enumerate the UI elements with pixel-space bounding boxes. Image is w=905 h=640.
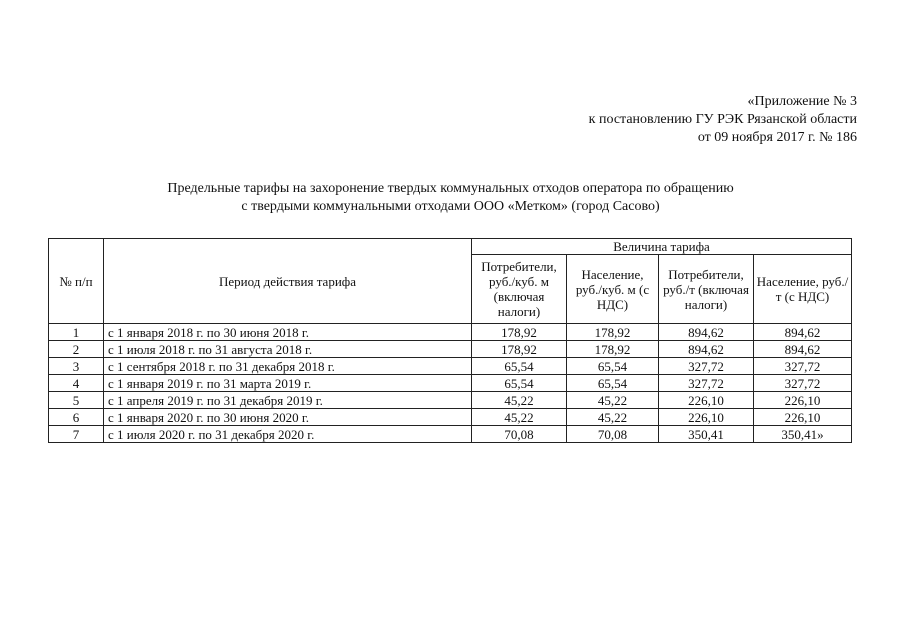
table-row: [49, 358, 852, 375]
cell-consumers-m3: 178,92: [472, 324, 567, 341]
cell-consumers-m3: 45,22: [472, 392, 567, 409]
cell-number: 7: [49, 426, 104, 443]
cell-period: с 1 сентября 2018 г. по 31 декабря 2018 г.: [104, 358, 472, 375]
cell-number: 1: [49, 324, 104, 341]
cell-consumers-m3: 65,54: [472, 358, 567, 375]
cell-number: 5: [49, 392, 104, 409]
cell-period: с 1 июля 2020 г. по 31 декабря 2020 г.: [104, 426, 472, 443]
cell-consumers-ton: 226,10: [659, 409, 754, 426]
table-row: [49, 324, 852, 341]
cell-population-m3: 65,54: [567, 375, 659, 392]
cell-population-ton: 894,62: [754, 341, 852, 358]
table-row: [49, 409, 852, 426]
table-row: [49, 426, 852, 443]
cell-period: с 1 января 2019 г. по 31 марта 2019 г.: [104, 375, 472, 392]
tariff-table-body: [49, 324, 852, 443]
cell-consumers-ton: 327,72: [659, 358, 754, 375]
appendix-line-1: «Приложение № 3: [747, 94, 857, 109]
cell-consumers-ton: 894,62: [659, 324, 754, 341]
tariff-table-header: [49, 239, 852, 324]
cell-population-m3: 45,22: [567, 392, 659, 409]
tariff-table: [48, 238, 852, 443]
cell-consumers-m3: 65,54: [472, 375, 567, 392]
title-line-1: Предельные тарифы на захоронение твердых коммунальных отходов оператора по обращению: [167, 181, 734, 196]
cell-number: 4: [49, 375, 104, 392]
cell-population-ton: 350,41»: [754, 426, 852, 443]
cell-population-ton: 327,72: [754, 375, 852, 392]
cell-population-ton: 226,10: [754, 409, 852, 426]
cell-population-ton: 327,72: [754, 358, 852, 375]
header-population-per-ton: Население, руб./т (с НДС): [754, 255, 852, 324]
header-consumers-per-ton: Потребители, руб./т (включая налоги): [659, 255, 754, 324]
cell-consumers-m3: 70,08: [472, 426, 567, 443]
cell-period: с 1 апреля 2019 г. по 31 декабря 2019 г.: [104, 392, 472, 409]
cell-number: 3: [49, 358, 104, 375]
table-row: [49, 375, 852, 392]
cell-consumers-ton: 226,10: [659, 392, 754, 409]
cell-consumers-m3: 45,22: [472, 409, 567, 426]
cell-period: с 1 января 2020 г. по 30 июня 2020 г.: [104, 409, 472, 426]
header-period: Период действия тарифа: [104, 239, 472, 324]
cell-population-m3: 45,22: [567, 409, 659, 426]
header-population-per-m3: Население, руб./куб. м (с НДС): [567, 255, 659, 324]
cell-consumers-ton: 327,72: [659, 375, 754, 392]
cell-population-m3: 70,08: [567, 426, 659, 443]
cell-population-m3: 178,92: [567, 324, 659, 341]
appendix-line-3: от 09 ноября 2017 г. № 186: [697, 130, 857, 145]
appendix-line-2: к постановлению ГУ РЭК Рязанской области: [588, 112, 857, 127]
cell-number: 2: [49, 341, 104, 358]
document-title: [48, 180, 853, 216]
cell-number: 6: [49, 409, 104, 426]
cell-consumers-ton: 350,41: [659, 426, 754, 443]
header-consumers-per-m3: Потребители, руб./куб. м (включая налоги): [472, 255, 567, 324]
cell-population-ton: 226,10: [754, 392, 852, 409]
cell-population-ton: 894,62: [754, 324, 852, 341]
title-line-2: с твердыми коммунальными отходами ООО «Метком» (город Сасово): [241, 199, 660, 214]
cell-consumers-m3: 178,92: [472, 341, 567, 358]
cell-period: с 1 января 2018 г. по 30 июня 2018 г.: [104, 324, 472, 341]
table-row: [49, 392, 852, 409]
table-row: [49, 341, 852, 358]
cell-period: с 1 июля 2018 г. по 31 августа 2018 г.: [104, 341, 472, 358]
header-tariff-value: Величина тарифа: [472, 239, 852, 255]
header-row-number: № п/п: [49, 239, 104, 324]
cell-population-m3: 178,92: [567, 341, 659, 358]
cell-consumers-ton: 894,62: [659, 341, 754, 358]
cell-population-m3: 65,54: [567, 358, 659, 375]
appendix-header: [589, 93, 857, 147]
